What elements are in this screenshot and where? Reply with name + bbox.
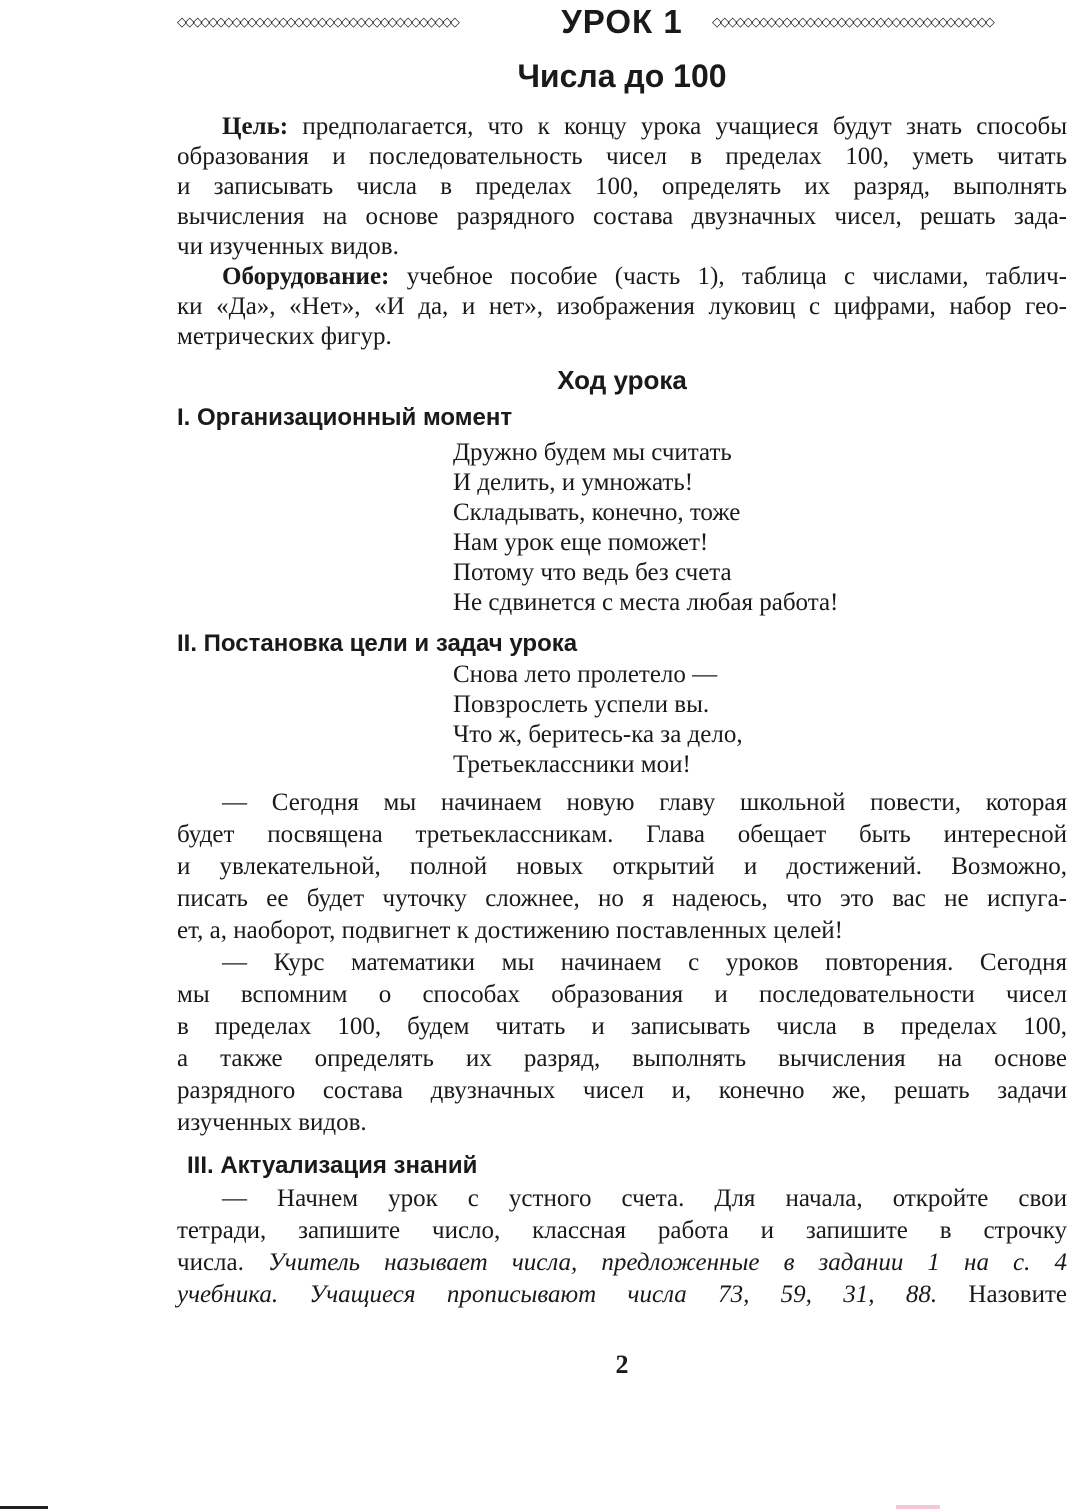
- text-line: [177, 819, 1067, 851]
- section-heading-3: III. Актуализация знаний: [187, 1152, 478, 1179]
- poem-line: Что ж, беритесь-ка за дело,: [453, 721, 743, 748]
- corner-mark: [0, 1506, 48, 1509]
- poem-line: Дружно будем мы считать: [453, 439, 732, 466]
- text-line: [177, 979, 1067, 1011]
- text-segment: писать ее будет чуточку сложнее, но я надеюсь, что это вас не испуга-: [177, 885, 1067, 912]
- text-segment: чи изученных видов.: [177, 233, 399, 260]
- text-segment: будет посвящена третьеклассникам. Глава обещает быть интересной: [177, 821, 1067, 848]
- poem-1: [453, 438, 838, 618]
- lesson-header: [177, 2, 1067, 42]
- text-line: [177, 262, 1067, 292]
- text-line: [177, 1107, 1067, 1139]
- poem-line: Снова лето пролетело —: [453, 661, 718, 688]
- text-segment: ки «Да», «Нет», «И да, и нет», изображения луковиц с цифрами, набор гео-: [177, 293, 1067, 320]
- page-number: 2: [615, 1350, 629, 1379]
- text-segment: вычисления на основе разрядного состава двузначных чисел, решать зада-: [177, 203, 1067, 230]
- equipment-paragraph: [177, 262, 1067, 352]
- page-title: Числа до 100: [517, 58, 727, 94]
- text-line: [177, 883, 1067, 915]
- text-line: [177, 947, 1067, 979]
- text-segment: метрических фигур.: [177, 323, 392, 350]
- poem-line: Не сдвинется с места любая работа!: [453, 589, 839, 616]
- poem-line: Повзрослеть успели вы.: [453, 691, 710, 718]
- text-segment: — Курс математики мы начинаем с уроков повторения. Сегодня: [222, 949, 1067, 976]
- text-segment: и записывать числа в пределах 100, определять их разряд, выполнять: [177, 173, 1067, 200]
- paragraph-intro: [177, 787, 1067, 947]
- poem-line: Складывать, конечно, тоже: [453, 499, 741, 526]
- ornament-left: ◇◇◇◇◇◇◇◇◇◇◇◇◇◇◇◇◇◇◇◇◇◇◇◇◇◇◇◇◇◇◇◇◇◇◇◇: [177, 14, 458, 30]
- text-segment: мы вспомним о способах образования и последовательности чисел: [177, 981, 1067, 1008]
- text-segment: Назовите: [937, 1281, 1067, 1308]
- text-segment: и увлекательной, полной новых открытий и достижений. Возможно,: [177, 853, 1067, 880]
- paragraph-oral-count: [177, 1183, 1067, 1311]
- text-line: [177, 232, 1067, 262]
- paragraph-course: [177, 947, 1067, 1139]
- goal-paragraph: [177, 112, 1067, 262]
- text-line: [177, 292, 1067, 322]
- lesson-number: УРОК 1: [561, 3, 683, 40]
- course-heading: Ход урока: [557, 365, 687, 395]
- text-segment: числа.: [177, 1249, 268, 1276]
- text-segment: Цель:: [222, 113, 289, 140]
- text-segment: — Начнем урок с устного счета. Для начала, откройте свои: [222, 1185, 1067, 1212]
- section-heading-1: I. Организационный момент: [177, 404, 513, 431]
- text-line: [177, 1215, 1067, 1247]
- text-segment: тетради, запишите число, классная работа и запишите в строчку: [177, 1217, 1067, 1244]
- text-line: [177, 1075, 1067, 1107]
- section-heading-2: II. Постановка цели и задач урока: [177, 630, 578, 657]
- poem-2: [453, 660, 743, 780]
- poem-line: Третьеклассники мои!: [453, 751, 691, 778]
- text-segment: разрядного состава двузначных чисел и, конечно же, решать задачи: [177, 1077, 1067, 1104]
- poem-line: И делить, и умножать!: [453, 469, 694, 496]
- text-segment: учебное пособие (часть 1), таблица с числами, таблич-: [389, 263, 1067, 290]
- text-line: [177, 915, 1067, 947]
- text-segment: учебника. Учащиеся прописывают числа 73, 59, 31, 88.: [177, 1281, 938, 1308]
- text-line: [177, 1279, 1067, 1311]
- text-line: [177, 1011, 1067, 1043]
- poem-line: Нам урок еще поможет!: [453, 529, 709, 556]
- text-segment: образования и последовательность чисел в пределах 100, уметь читать: [177, 143, 1067, 170]
- text-line: [177, 202, 1067, 232]
- text-line: [177, 1183, 1067, 1215]
- text-line: [177, 142, 1067, 172]
- text-line: [177, 112, 1067, 142]
- text-line: [177, 322, 1067, 352]
- text-line: [177, 851, 1067, 883]
- text-segment: Оборудование:: [222, 263, 390, 290]
- text-segment: ет, а, наоборот, подвигнет к достижению поставленных целей!: [177, 917, 844, 944]
- text-segment: а также определять их разряд, выполнять вычисления на основе: [177, 1045, 1067, 1072]
- text-segment: изученных видов.: [177, 1109, 367, 1136]
- text-segment: в пределах 100, будем читать и записывать числа в пределах 100,: [177, 1013, 1067, 1040]
- poem-line: Потому что ведь без счета: [453, 559, 732, 586]
- text-segment: — Сегодня мы начинаем новую главу школьной повести, которая: [222, 789, 1067, 816]
- corner-mark-pink: [896, 1505, 940, 1509]
- text-line: [177, 172, 1067, 202]
- text-line: [177, 1247, 1067, 1279]
- text-segment: предполагается, что к концу урока учащиеся будут знать способы: [288, 113, 1067, 140]
- text-segment: Учитель называет числа, предложенные в задании 1 на с. 4: [267, 1249, 1067, 1276]
- text-line: [177, 787, 1067, 819]
- ornament-right: ◇◇◇◇◇◇◇◇◇◇◇◇◇◇◇◇◇◇◇◇◇◇◇◇◇◇◇◇◇◇◇◇◇◇◇◇: [712, 14, 993, 30]
- text-line: [177, 1043, 1067, 1075]
